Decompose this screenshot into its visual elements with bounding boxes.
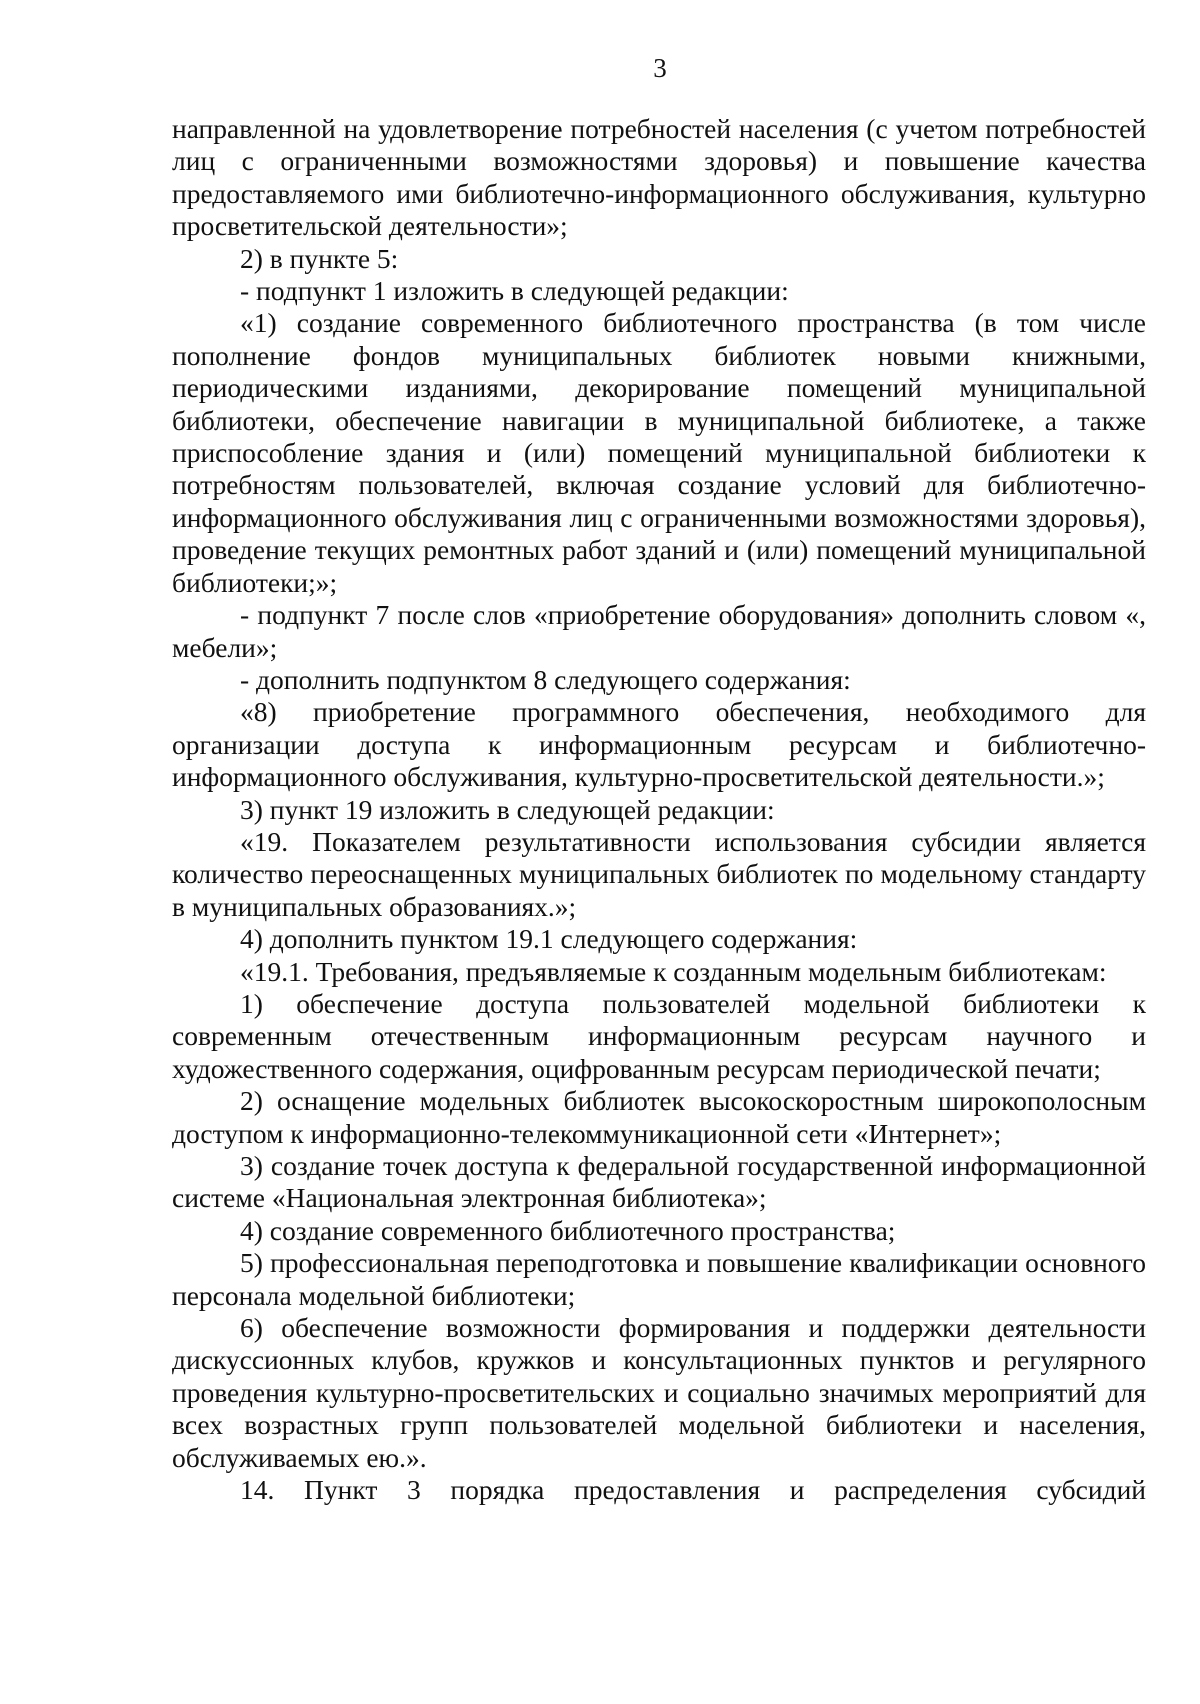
paragraph: «8) приобретение программного обеспечения, необходимого для организации доступа к информационным ресурсам и библиотечно-информационного обслуживания, культурно-просветительской деятельности.»; <box>172 696 1146 793</box>
paragraph: 3) пункт 19 изложить в следующей редакции: <box>240 793 775 825</box>
page-number: 3 <box>653 53 667 83</box>
document-body <box>172 113 1146 1506</box>
paragraph: «1) создание современного библиотечного пространства (в том числе пополнение фондов муниципальных библиотек новыми книжными, периодическими изданиями, декорирование помещений муниципальной библиотеки, обеспечение навигации в муниципальной библиотеке, а также приспособление здания и (или) помещений муниципальной библиотеки к потребностям пользователей, включая создание условий для библиотечно-информационного обслуживания лиц с ограниченными возможностями здоровья), проведение текущих ремонтных работ зданий и (или) помещений муниципальной библиотеки;»; <box>172 307 1146 598</box>
paragraph: 5) профессиональная переподготовка и повышение квалификации основного персонала модельной библиотеки; <box>172 1247 1146 1311</box>
paragraph: «19. Показателем результативности использования субсидии является количество переоснащенных муниципальных библиотек по модельному стандарту в муниципальных образованиях.»; <box>172 825 1146 922</box>
paragraph: - подпункт 1 изложить в следующей редакции: <box>240 275 789 307</box>
paragraph: 6) обеспечение возможности формирования и поддержки деятельности дискуссионных клубов, кружков и консультационных пунктов и регулярного проведения культурно-просветительских и социально значимых мероприятий для всех возрастных групп пользователей модельной библиотеки и населения, обслуживаемых ею.». <box>172 1312 1146 1473</box>
paragraph: 4) дополнить пунктом 19.1 следующего содержания: <box>240 923 858 955</box>
paragraph: - дополнить подпунктом 8 следующего содержания: <box>240 663 851 695</box>
paragraph: «19.1. Требования, предъявляемые к созданным модельным библиотекам: <box>240 955 1107 987</box>
paragraph: 14. Пункт 3 порядка предоставления и распределения субсидий <box>240 1474 1146 1506</box>
paragraph: направленной на удовлетворение потребностей населения (с учетом потребностей лиц с ограниченными возможностями здоровья) и повышение качества предоставляемого ими библиотечно-информационного обслуживания, культурно просветительской деятельности»; <box>172 113 1146 242</box>
paragraph: 3) создание точек доступа к федеральной государственной информационной системе «Национальная электронная библиотека»; <box>172 1150 1146 1214</box>
paragraph: 2) в пункте 5: <box>240 242 399 274</box>
paragraph: 2) оснащение модельных библиотек высокоскоростным широкополосным доступом к информационно-телекоммуникационной сети «Интернет»; <box>172 1085 1146 1149</box>
paragraph: 4) создание современного библиотечного пространства; <box>240 1214 896 1246</box>
paragraph: 1) обеспечение доступа пользователей модельной библиотеки к современным отечественным информационным ресурсам научного и художественного содержания, оцифрованным ресурсам периодической печати; <box>172 987 1146 1084</box>
paragraph: - подпункт 7 после слов «приобретение оборудования» дополнить словом «, мебели»; <box>172 599 1146 663</box>
